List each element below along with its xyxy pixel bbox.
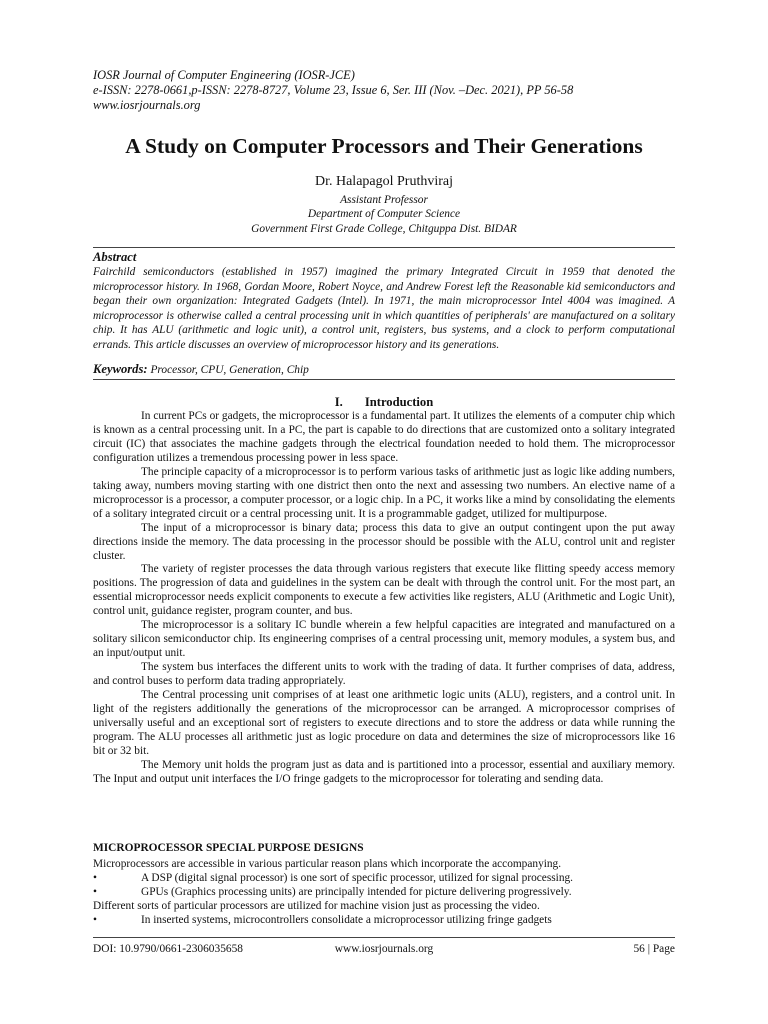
bullet-item	[93, 913, 675, 927]
subsection-intro: Microprocessors are accessible in various particular reason plans which incorporate the accompanying.	[93, 858, 562, 870]
abstract-bottom-rule	[93, 379, 675, 380]
author-institution: Government First Grade College, Chitguppa Dist. BIDAR	[251, 222, 517, 235]
author-affiliation	[0, 193, 768, 236]
paragraph: The Memory unit holds the program just as data and is partitioned into a processor, essential and auxiliary memory. The Input and output unit interfaces the I/O fringe gadgets to the microprocessor for tolerating and sending data.	[93, 758, 675, 785]
footer-website: www.iosrjournals.org	[334, 943, 434, 955]
bullet-text: In inserted systems, microcontrollers consolidate a microprocessor utilizing fringe gadgets	[141, 914, 552, 927]
paragraph: The microprocessor is a solitary IC bundle wherein a few helpful capacities are integrated and manufactured on a solitary silicon semiconductor chip. Its engineering comprises of a central processing unit, memory modules, a system bus, and an input/output unit.	[93, 619, 675, 660]
paragraph: The input of a microprocessor is binary data; process this data to give an output contingent upon the put away directions inside the memory. The data processing in the processor should be possible with the ALU, control unit and register cluster.	[93, 521, 675, 562]
subsection-heading: MICROPROCESSOR SPECIAL PURPOSE DESIGNS	[93, 842, 364, 854]
bullet-text: GPUs (Graphics processing units) are principally intended for picture delivering progressively.	[141, 886, 572, 899]
paragraph: The principle capacity of a microprocessor is to perform various tasks of arithmetic just as logic like adding numbers, taking away, numbers moving starting with one district then onto the next and assessing two numbers. An elective name of a microprocessor is a processor, a computer processor, or a logic chip. In a PC, it works like a mind by consolidating the elements of a solitary integrated circuit or a central processing unit. It is a programmable gadget, utilized for multipurpose.	[93, 465, 675, 520]
keywords-label: Keywords:	[93, 362, 148, 376]
journal-issn: e-ISSN: 2278-0661,p-ISSN: 2278-8727, Volume 23, Issue 6, Ser. III (Nov. –Dec. 2021), PP 56-58	[93, 83, 574, 97]
bullet-symbol: •	[93, 886, 97, 899]
bullet-text: A DSP (digital signal processor) is one sort of specific processor, utilized for signal processing.	[141, 872, 573, 885]
paper-title: A Study on Computer Processors and Their Generations	[125, 134, 643, 158]
page-number: 56 | Page	[633, 943, 675, 955]
bullet-continuation: Different sorts of particular processors are utilized for machine vision just as processing the video.	[93, 900, 540, 913]
author-department: Department of Computer Science	[307, 208, 461, 221]
author-position: Assistant Professor	[340, 194, 428, 206]
bullet-symbol: •	[93, 872, 97, 885]
section-heading-introduction	[0, 394, 768, 410]
subsection-body	[93, 857, 675, 927]
bullet-item	[93, 871, 675, 885]
paragraph: The Central processing unit comprises of at least one arithmetic logic units (ALU), registers, and a control unit. In light of the registers additionally the generations of the microprocessor can be arranged. A microprocessor comprises of universally useful and an exceptional sort of registers to execute directions and to store the address or data while running the program. The ALU processes all arithmetic just as logic procedure on data and determines the size of microprocessors like 16 bit or 32 bit.	[93, 689, 675, 757]
footer-doi: DOI: 10.9790/0661-2306035658	[93, 943, 243, 955]
section-number: I.	[334, 395, 343, 409]
abstract-heading: Abstract	[93, 250, 137, 264]
paragraph: The system bus interfaces the different units to work with the trading of data. It further comprises of data, address, and control buses to perform data trading appropriately.	[93, 661, 675, 688]
journal-website: www.iosrjournals.org	[93, 98, 201, 112]
bullet-symbol: •	[93, 914, 97, 927]
author-name: Dr. Halapagol Pruthviraj	[314, 174, 454, 189]
abstract-top-rule	[93, 247, 675, 248]
paragraph: In current PCs or gadgets, the microprocessor is a fundamental part. It utilizes the elements of a computer chip which is known as a central processing unit. In a PC, the part is capable to do directions that are customized onto a solitary integrated circuit (IC) that associates the machine gadgets through the electrical foundation needed to hold them. The microprocessor configuration utilizes a tremendous processing power in less space.	[93, 410, 675, 464]
footer-rule	[93, 937, 675, 938]
keywords	[93, 362, 675, 378]
abstract-text: Fairchild semiconductors (established in 1957) imagined the primary Integrated Circuit in 1959 that denoted the microprocessor history. In 1968, Gordan Moore, Robert Noyce, and Andrew Forest left the Reasonable kid semiconductors and began their own organization: Integrated Gadgets (Intel). In 1971, the main microprocessor Intel 4004 was imagined. A microprocessor is otherwise called a central processing unit in which quantities of peripherals' are manufactured on a solitary chip. It has ALU (arithmetic and logic unit), a control unit, registers, bus systems, and a clock to perform computational errands. This article discusses an overview of microprocessor history and its generations.	[93, 266, 675, 351]
section-title: Introduction	[364, 395, 434, 409]
paragraph: The variety of register processes the data through various registers that execute like flitting speedy access memory positions. The progression of data and guidelines in the system can be dealt with through the control unit. For the most part, an essential microprocessor needs explicit components to execute a few activities like registers, ALU (Arithmetic and Logic Unit), control unit, guidance register, program counter, and bus.	[93, 563, 675, 618]
journal-name: IOSR Journal of Computer Engineering (IOSR-JCE)	[93, 68, 355, 82]
journal-header	[93, 68, 693, 113]
bullet-item	[93, 885, 675, 899]
introduction-body	[93, 410, 675, 787]
keywords-values: Processor, CPU, Generation, Chip	[150, 364, 309, 376]
